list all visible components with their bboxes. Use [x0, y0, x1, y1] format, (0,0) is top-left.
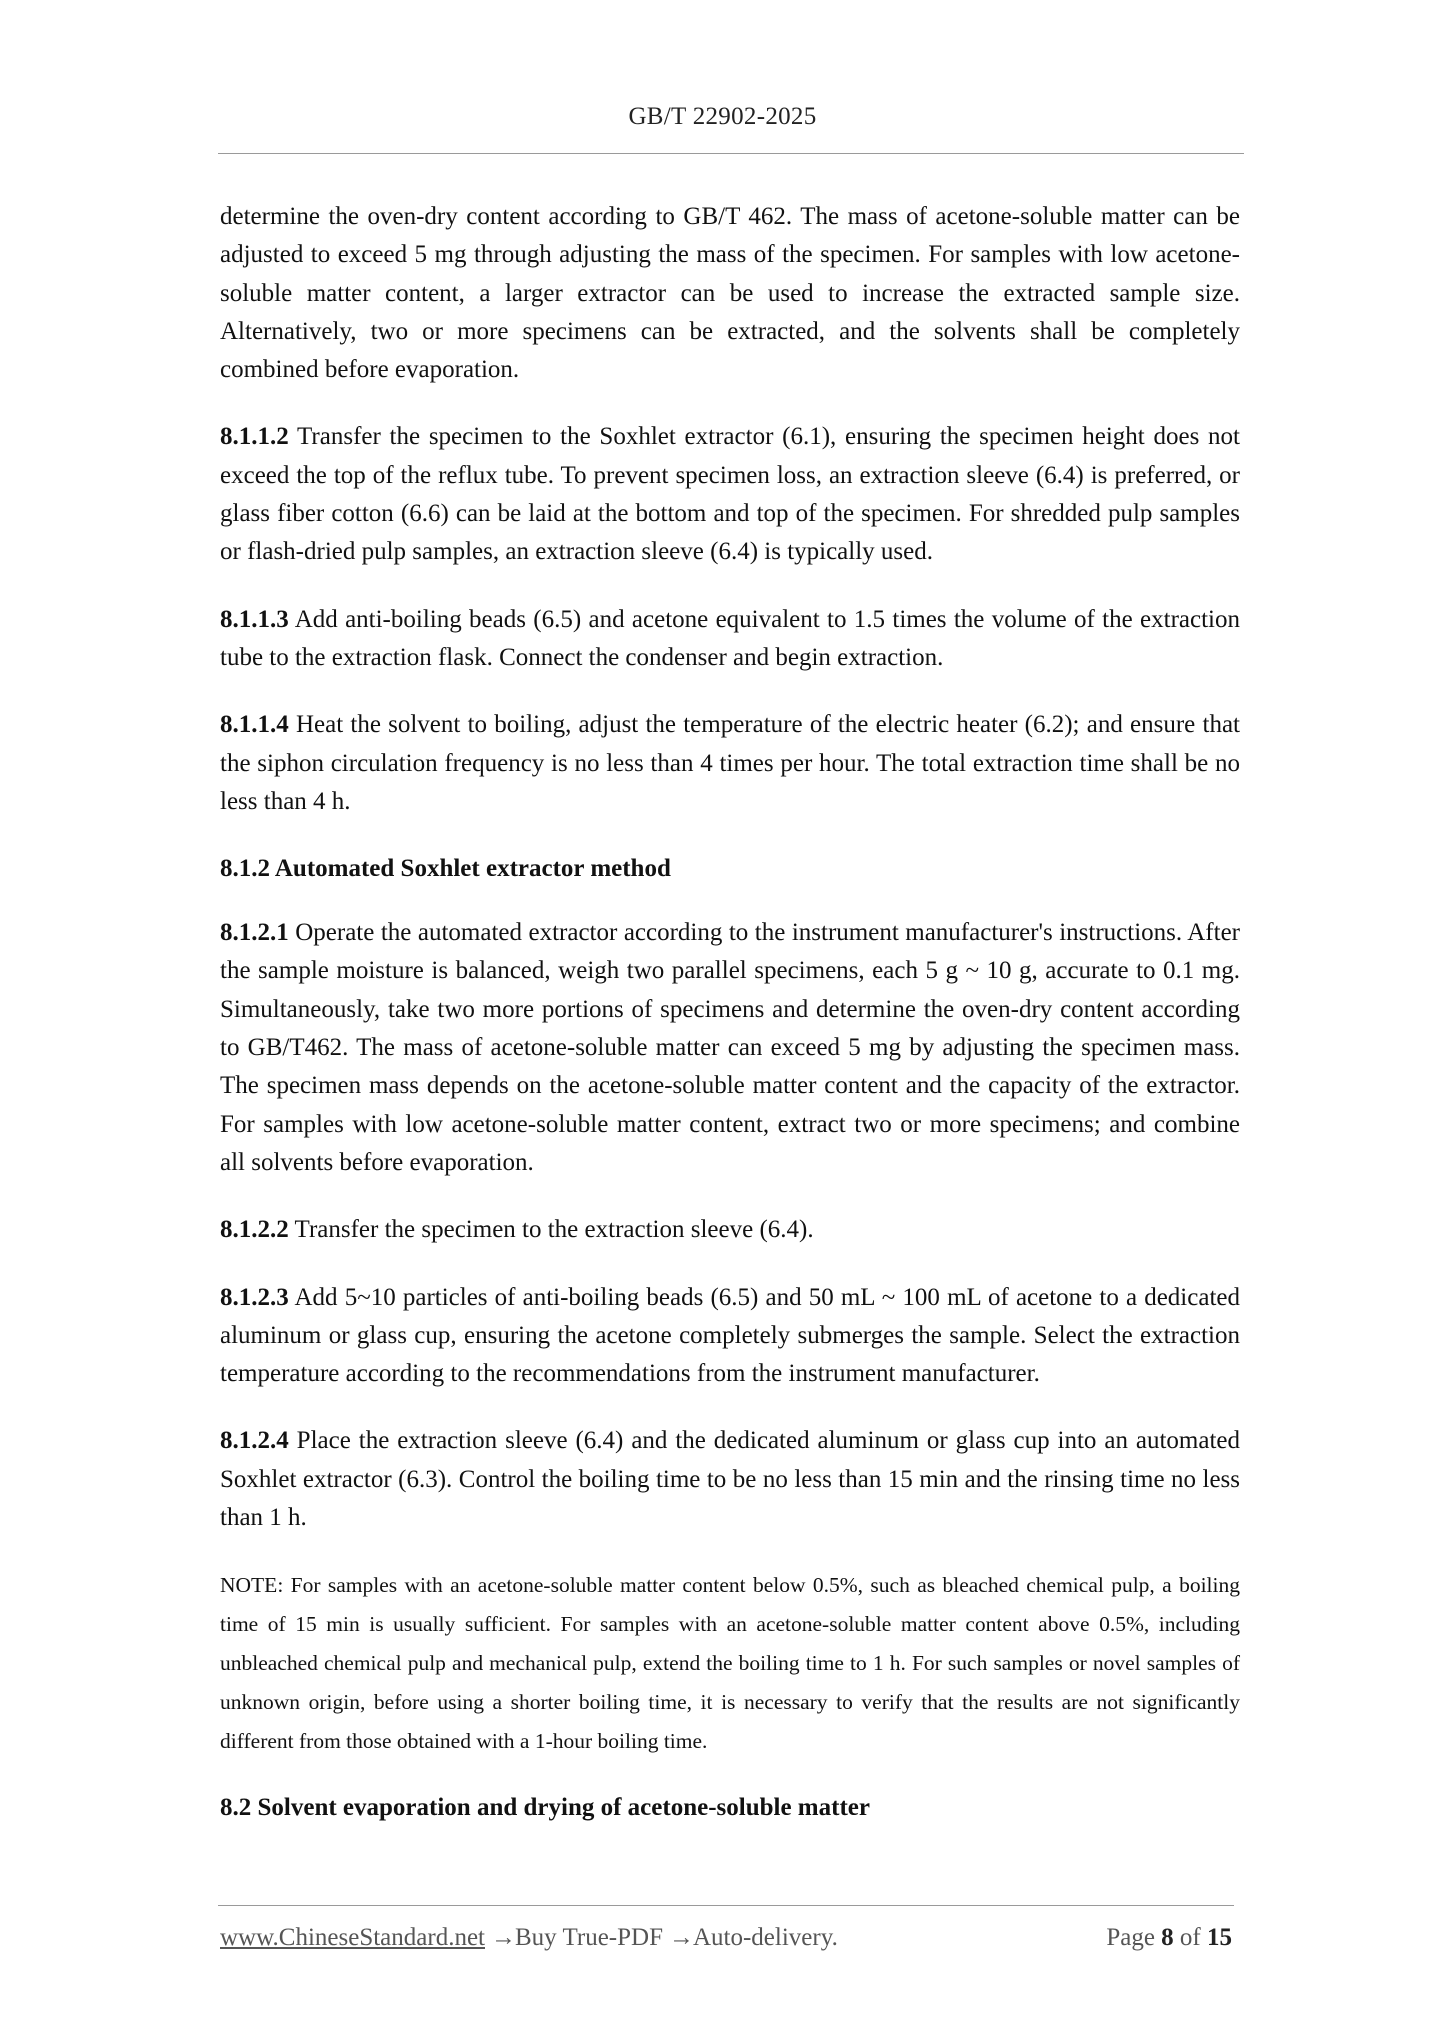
clause-text: Transfer the specimen to the extraction sleeve (6.4).: [288, 1216, 814, 1244]
clause-8-1-2-4: [220, 1422, 1240, 1537]
page-counter: [1106, 1924, 1232, 1952]
paragraph-text: determine the oven-dry content according to GB/T 462. The mass of acetone-soluble matter can be adjusted to exceed 5 mg through adjusting the mass of the specimen. For samples with low acetone-soluble matter content, a larger extractor can be used to increase the extracted sample size. Alternatively, two or more specimens can be extracted, and the solvents shall be completely combined before evaporation.: [220, 203, 1240, 384]
page-total: 15: [1207, 1924, 1232, 1951]
clause-number: 8.1.2.1: [220, 919, 289, 947]
clause-text: Operate the automated extractor according to the instrument manufacturer's instructions. After the sample moisture is balanced, weigh two parallel specimens, each 5 g ~ 10 g, accurate to 0.1 mg. Simultaneously, take two more portions of specimens and determine the oven-dry content according to GB/T462. The mass of acetone-soluble matter can exceed 5 mg by adjusting the specimen mass. The specimen mass depends on the acetone-soluble matter content and the capacity of the extractor. For samples with low acetone-soluble matter content, extract two or more specimens; and combine all solvents before evaporation.: [220, 919, 1240, 1176]
clause-number: 8.1.1.3: [220, 605, 289, 633]
clause-number: 8.1.2.3: [220, 1283, 289, 1311]
clause-number: 8.1.2.4: [220, 1427, 289, 1455]
arrow-right-icon: →: [668, 1924, 694, 1951]
clause-text: Add 5~10 particles of anti-boiling beads (6.5) and 50 mL ~ 100 mL of acetone to a dedicated aluminum or glass cup, ensuring the acetone completely submerges the sample. Select the extraction temperature according to the recommendations from the instrument manufacturer.: [220, 1283, 1240, 1388]
document-id: GB/T 22902-2025: [628, 103, 817, 130]
footer-links: [220, 1924, 838, 1952]
clause-8-1-1-3: [220, 601, 1240, 678]
clause-number: 8.1.2.2: [220, 1216, 289, 1244]
document-body: [220, 198, 1240, 1827]
site-link[interactable]: www.ChineseStandard.net: [220, 1924, 485, 1951]
of-word: of: [1179, 1924, 1201, 1951]
auto-delivery-text: Auto-delivery.: [692, 1924, 838, 1951]
clause-8-1-1-4: [220, 706, 1240, 821]
paragraph-continuation: [220, 198, 1240, 389]
clause-text: Add anti-boiling beads (6.5) and acetone equivalent to 1.5 times the volume of the extraction tube to the extraction flask. Connect the condenser and begin extraction.: [220, 605, 1240, 671]
buy-true-pdf-link[interactable]: Buy True-PDF: [515, 1924, 663, 1951]
section-heading-8-2: 8.2 Solvent evaporation and drying of acetone-soluble matter: [220, 1794, 870, 1822]
header-divider: [218, 153, 1244, 154]
clause-number: 8.1.1.4: [220, 711, 289, 739]
arrow-right-icon: →: [491, 1924, 516, 1951]
clause-8-1-1-2: [220, 418, 1240, 571]
page-header: [0, 103, 1445, 131]
clause-text: Heat the solvent to boiling, adjust the temperature of the electric heater (6.2); and ensure that the siphon circulation frequency is no less than 4 times per hour. The total extraction time shall be no less than 4 h.: [220, 711, 1240, 815]
clause-text: Transfer the specimen to the Soxhlet extractor (6.1), ensuring the specimen height does not exceed the top of the reflux tube. To prevent specimen loss, an extraction sleeve (6.4) is preferred, or glass fiber cotton (6.6) can be laid at the bottom and top of the specimen. For shredded pulp samples or flash-dried pulp samples, an extraction sleeve (6.4) is typically used.: [220, 423, 1240, 566]
clause-8-1-2-1: [220, 914, 1240, 1182]
note-paragraph: NOTE: For samples with an acetone-soluble matter content below 0.5%, such as bleached chemical pulp, a boiling time of 15 min is usually sufficient. For samples with an acetone-soluble matter content above 0.5%, including unbleached chemical pulp and mechanical pulp, extend the boiling time to 1 h. For such samples or novel samples of unknown origin, before using a shorter boiling time, it is necessary to verify that the results are not significantly different from those obtained with a 1-hour boiling time.: [220, 1573, 1240, 1754]
page-word: Page: [1106, 1924, 1155, 1951]
page-footer: [220, 1924, 1232, 1960]
clause-8-1-2-3: [220, 1279, 1240, 1394]
page-number: 8: [1161, 1924, 1174, 1951]
clause-number: 8.1.1.2: [220, 423, 289, 451]
clause-8-1-2-2: [220, 1211, 1240, 1249]
footer-divider: [218, 1905, 1234, 1906]
clause-text: Place the extraction sleeve (6.4) and the dedicated aluminum or glass cup into an automated Soxhlet extractor (6.3). Control the boiling time to be no less than 15 min and the rinsing time no less than 1 h.: [220, 1427, 1240, 1532]
section-heading-8-1-2: 8.1.2 Automated Soxhlet extractor method: [220, 855, 671, 883]
